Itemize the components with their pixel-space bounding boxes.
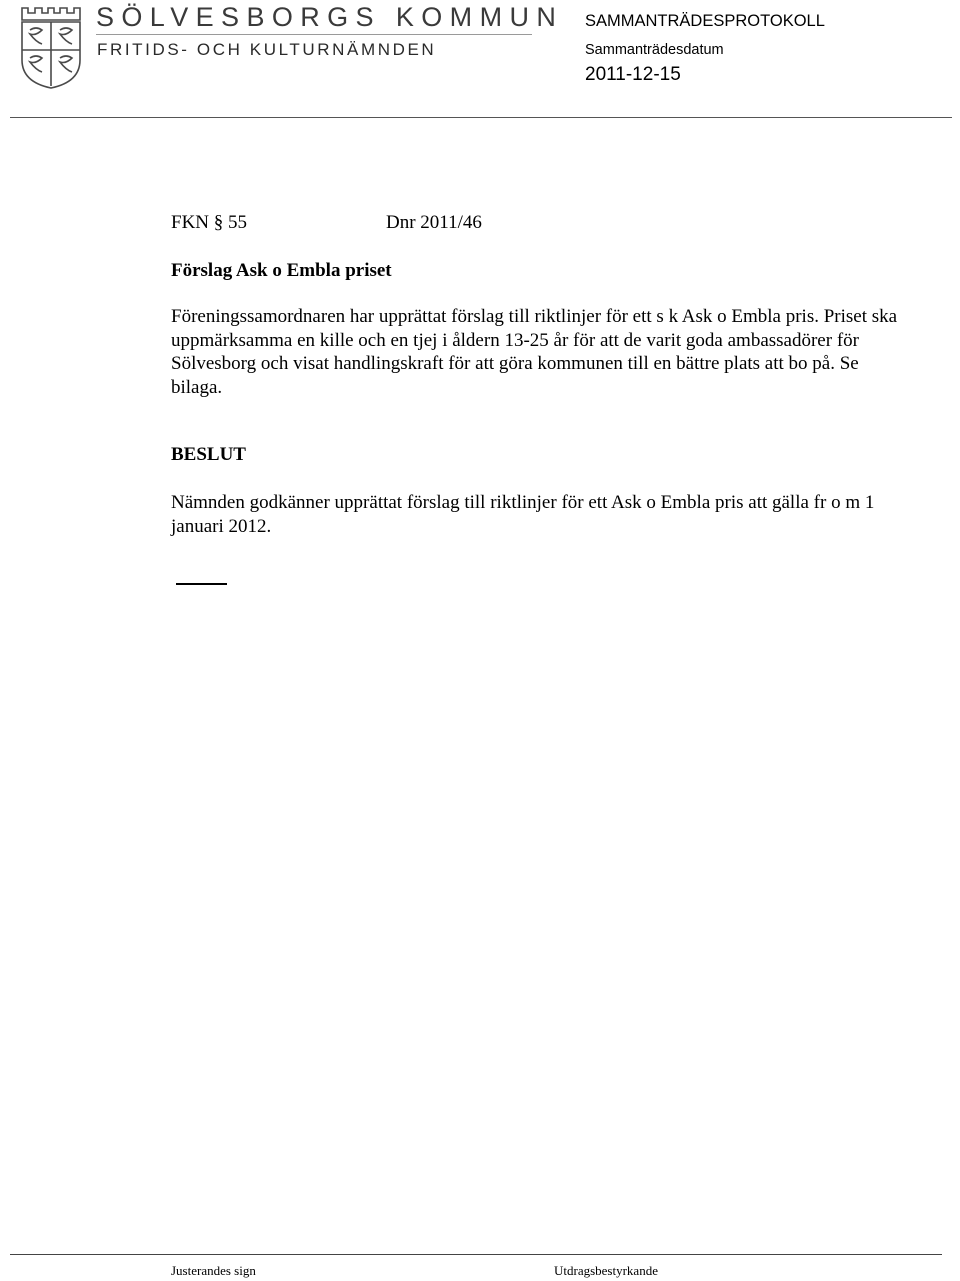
organization-name: SÖLVESBORGS KOMMUN — [96, 2, 564, 32]
paragraph-reference: FKN § 55 — [171, 212, 248, 233]
department-name: FRITIDS- OCH KULTURNÄMNDEN — [97, 40, 437, 59]
protocol-title: SAMMANTRÄDESPROTOKOLL — [585, 12, 825, 30]
signature-label: Justerandes sign — [171, 1263, 256, 1278]
case-number: Dnr 2011/46 — [386, 212, 482, 233]
decision-text: Nämnden godkänner upprättat förslag till riktlinjer för ett Ask o Embla pris att gälla fr o m 1 januari 2012. — [171, 492, 875, 537]
meeting-date-label: Sammanträdesdatum — [585, 42, 724, 58]
header-logo-divider — [96, 34, 532, 35]
section-end-mark — [176, 583, 227, 585]
certification-label: Utdragsbestyrkande — [554, 1263, 658, 1278]
meeting-date: 2011-12-15 — [585, 64, 681, 85]
section-body: Föreningssamordnaren har upprättat förslag till riktlinjer för ett s k Ask o Embla pris. Priset ska uppmärksamma en kille och en tjej i åldern 13-25 år för att de varit goda ambassadörer för Sölvesborg och visat handlingskraft för att göra kommunen till en bättre plats att bo på. Se bilaga. — [171, 306, 898, 398]
header-divider — [10, 117, 952, 118]
decision-heading: BESLUT — [171, 444, 246, 465]
municipal-coat-of-arms-logo — [16, 4, 86, 90]
section-title: Förslag Ask o Embla priset — [171, 260, 392, 281]
footer-divider — [10, 1254, 942, 1255]
